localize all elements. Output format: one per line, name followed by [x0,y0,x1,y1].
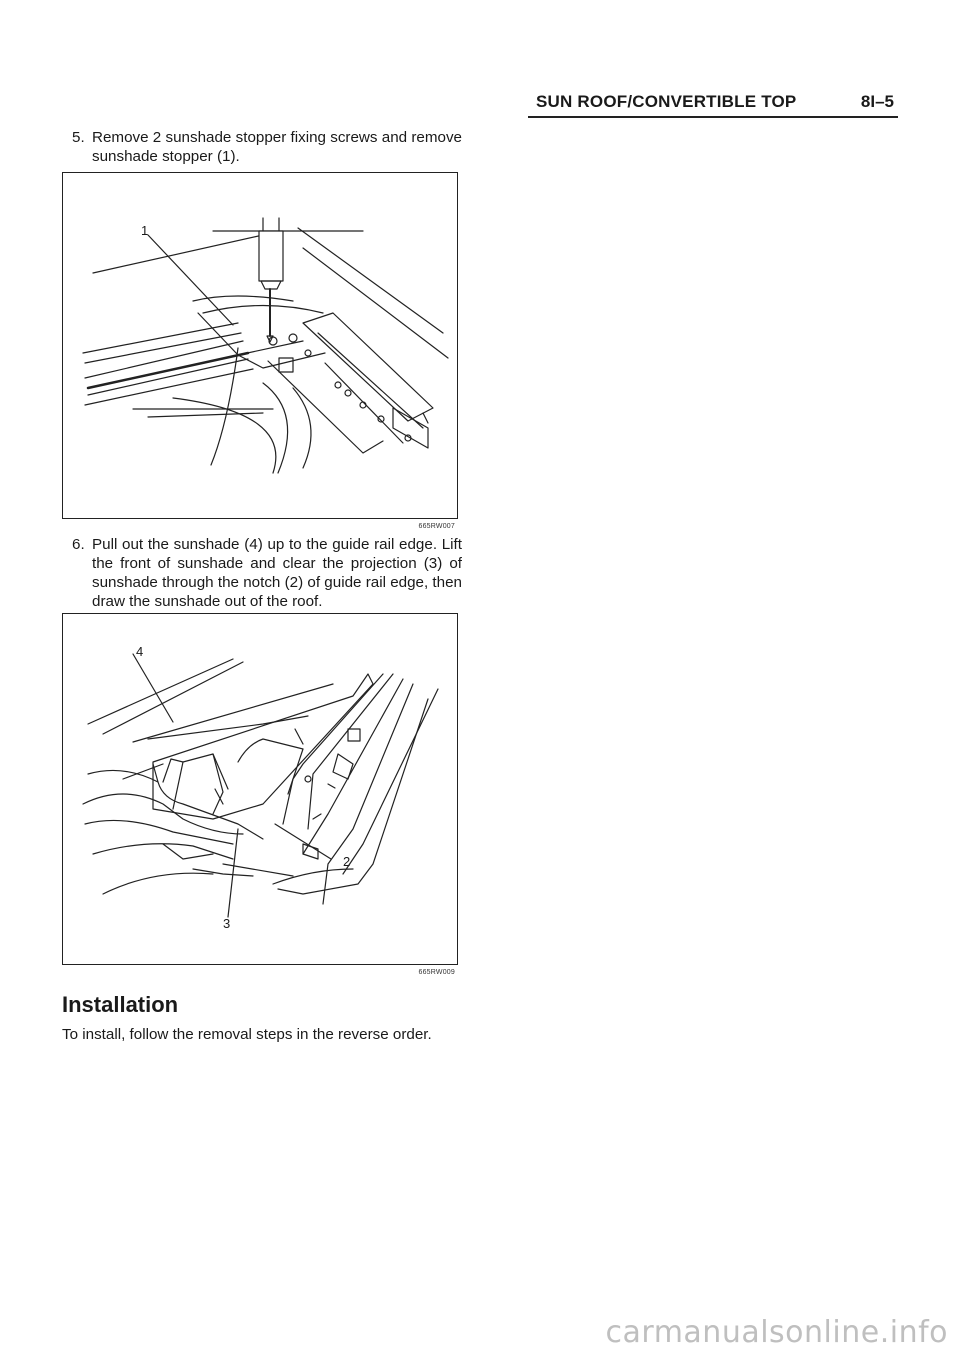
step-number: 6. [72,536,85,553]
callout-2: 2 [343,854,351,869]
callout-1: 1 [141,223,149,238]
installation-heading: Installation [62,992,179,1017]
watermark: carmanualsonline.info [605,1315,948,1350]
step-text: Remove 2 sunshade stopper fixing screws and remove sunshade stopper (1). [92,129,462,165]
callout-4: 4 [136,644,144,659]
page-number: 8I–5 [860,92,894,111]
sunshade-removal-illustration [63,614,457,964]
installation-text: To install, follow the removal steps in the reverse order. [62,1026,432,1043]
figure-code: 665RW007 [418,523,455,530]
figure-sunshade-stopper [62,172,458,530]
section-heading: SUN ROOF/CONVERTIBLE TOP [536,92,797,111]
page-header [528,90,898,118]
step-text: Pull out the sunshade (4) up to the guide rail edge. Lift the front of sunshade and clear the projection (3) of sunshade through the notch (2) of guide rail edge, then draw the sunshade out of the roof. [92,536,462,610]
step-6 [72,535,462,611]
callout-3: 3 [223,916,231,931]
sunshade-stopper-illustration [63,173,457,518]
figure-sunshade-removal [62,613,458,976]
step-5 [72,128,462,166]
step-number: 5. [72,129,85,146]
figure-code: 665RW009 [418,969,455,976]
